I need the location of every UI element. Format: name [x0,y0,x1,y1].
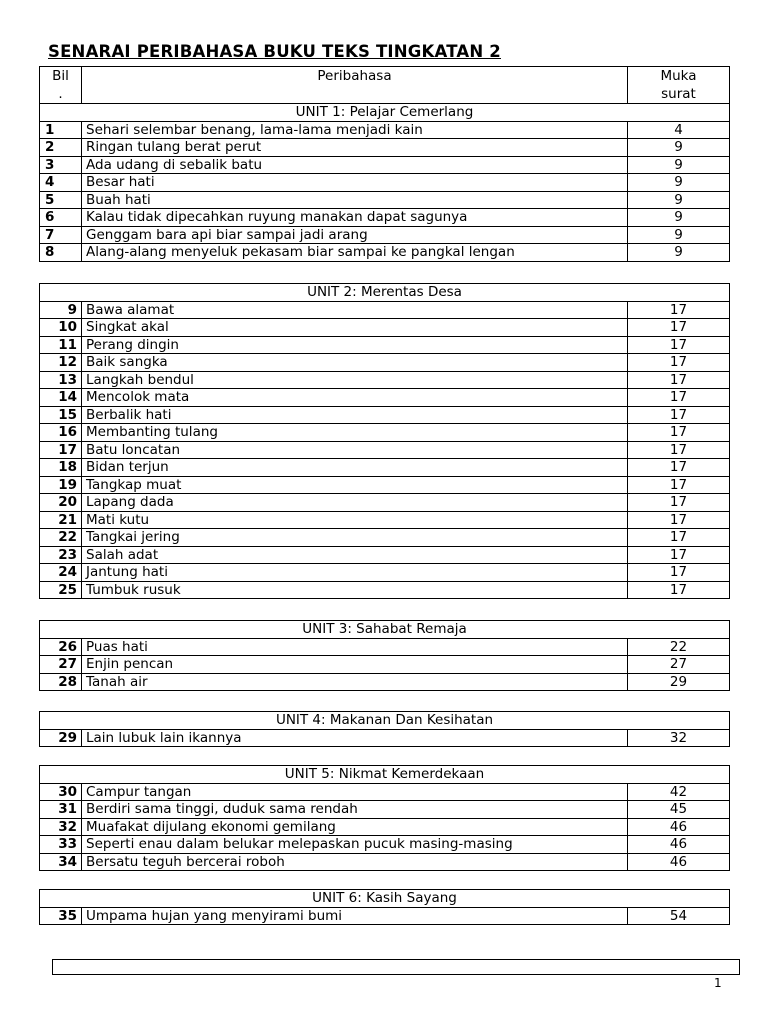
peribahasa-text: Buah hati [82,191,628,209]
peribahasa-text: Puas hati [82,638,628,656]
peribahasa-text: Enjin pencan [82,656,628,674]
unit-heading: UNIT 1: Pelajar Cemerlang [40,104,730,122]
page-ref: 17 [628,319,730,337]
page-ref: 32 [628,729,730,747]
page-ref: 22 [628,638,730,656]
unit-table [39,889,730,925]
peribahasa-text: Tangkap muat [82,476,628,494]
table-row [40,191,730,209]
peribahasa-text: Lapang dada [82,494,628,512]
table-row [40,581,730,599]
page-ref: 46 [628,853,730,871]
row-number: 19 [40,476,82,494]
peribahasa-text: Muafakat dijulang ekonomi gemilang [82,818,628,836]
page-ref: 17 [628,336,730,354]
table-row [40,336,730,354]
row-number: 27 [40,656,82,674]
row-number: 15 [40,406,82,424]
page-ref: 17 [628,389,730,407]
row-number: 20 [40,494,82,512]
unit-table [39,66,730,262]
peribahasa-text: Sehari selembar benang, lama-lama menjadi kain [82,121,628,139]
peribahasa-text: Singkat akal [82,319,628,337]
peribahasa-text: Membanting tulang [82,424,628,442]
unit-heading: UNIT 5: Nikmat Kemerdekaan [40,766,730,784]
peribahasa-column-header: Peribahasa [82,67,628,104]
unit-heading-row [40,766,730,784]
table-row [40,546,730,564]
peribahasa-text: Seperti enau dalam belukar melepaskan pucuk masing-masing [82,836,628,854]
unit-table [39,620,730,691]
unit-heading: UNIT 6: Kasih Sayang [40,890,730,908]
peribahasa-text: Ada udang di sebalik batu [82,156,628,174]
table-row [40,319,730,337]
page-ref: 17 [628,546,730,564]
page-ref: 17 [628,406,730,424]
row-number: 1 [40,121,82,139]
page-ref: 17 [628,424,730,442]
page-ref: 27 [628,656,730,674]
page-ref: 9 [628,156,730,174]
table-row [40,494,730,512]
table-row [40,529,730,547]
row-number: 9 [40,301,82,319]
table-row [40,656,730,674]
peribahasa-text: Tumbuk rusuk [82,581,628,599]
row-number: 26 [40,638,82,656]
peribahasa-text: Campur tangan [82,783,628,801]
page-ref: 17 [628,459,730,477]
row-number: 35 [40,907,82,925]
page-ref: 9 [628,226,730,244]
table-row [40,801,730,819]
row-number: 14 [40,389,82,407]
table-row [40,354,730,372]
row-number: 4 [40,174,82,192]
page-ref: 42 [628,783,730,801]
row-number: 5 [40,191,82,209]
unit-heading: UNIT 4: Makanan Dan Kesihatan [40,712,730,730]
unit-heading-row [40,712,730,730]
table-row [40,638,730,656]
table-row [40,371,730,389]
peribahasa-text: Besar hati [82,174,628,192]
peribahasa-text: Genggam bara api biar sampai jadi arang [82,226,628,244]
table-row [40,441,730,459]
page-ref: 17 [628,476,730,494]
row-number: 17 [40,441,82,459]
row-number: 23 [40,546,82,564]
page-number: 1 [714,976,722,990]
unit-heading-row [40,284,730,302]
page-ref: 17 [628,371,730,389]
page-ref: 17 [628,494,730,512]
row-number: 12 [40,354,82,372]
row-number: 32 [40,818,82,836]
peribahasa-text: Bidan terjun [82,459,628,477]
document-title: SENARAI PERIBAHASA BUKU TEKS TINGKATAN 2 [48,42,501,61]
table-row [40,174,730,192]
table-row [40,673,730,691]
peribahasa-text: Batu loncatan [82,441,628,459]
page-ref: 9 [628,139,730,157]
page-ref: 9 [628,191,730,209]
unit-table [39,765,730,871]
table-row [40,564,730,582]
table-row [40,226,730,244]
table-row [40,209,730,227]
peribahasa-text: Lain lubuk lain ikannya [82,729,628,747]
table-row [40,301,730,319]
page-ref: 9 [628,174,730,192]
row-number: 28 [40,673,82,691]
unit-heading: UNIT 2: Merentas Desa [40,284,730,302]
table-row [40,139,730,157]
page-ref: 9 [628,209,730,227]
peribahasa-text: Tangkai jering [82,529,628,547]
row-number: 16 [40,424,82,442]
row-number: 31 [40,801,82,819]
page-ref: 17 [628,441,730,459]
table-row [40,729,730,747]
row-number: 18 [40,459,82,477]
table-row [40,459,730,477]
page-ref: 29 [628,673,730,691]
peribahasa-text: Berdiri sama tinggi, duduk sama rendah [82,801,628,819]
peribahasa-text: Langkah bendul [82,371,628,389]
row-number: 34 [40,853,82,871]
row-number: 2 [40,139,82,157]
unit-heading: UNIT 3: Sahabat Remaja [40,621,730,639]
row-number: 7 [40,226,82,244]
peribahasa-text: Tanah air [82,673,628,691]
page-ref: 17 [628,564,730,582]
row-number: 11 [40,336,82,354]
peribahasa-text: Kalau tidak dipecahkan ruyung manakan dapat sagunya [82,209,628,227]
table-row [40,424,730,442]
row-number: 13 [40,371,82,389]
page-ref: 4 [628,121,730,139]
table-row [40,818,730,836]
page-ref: 17 [628,529,730,547]
unit-table [39,711,730,747]
table-row [40,156,730,174]
unit-heading-row [40,621,730,639]
table-row [40,783,730,801]
table-row [40,511,730,529]
unit-heading-row [40,890,730,908]
page-ref: 17 [628,581,730,599]
page-ref: 17 [628,511,730,529]
peribahasa-text: Alang-alang menyeluk pekasam biar sampai ke pangkal lengan [82,244,628,262]
page-ref: 9 [628,244,730,262]
table-row [40,907,730,925]
peribahasa-text: Mencolok mata [82,389,628,407]
table-row [40,406,730,424]
row-number: 8 [40,244,82,262]
peribahasa-text: Bersatu teguh bercerai roboh [82,853,628,871]
row-number: 25 [40,581,82,599]
peribahasa-text: Jantung hati [82,564,628,582]
row-number: 10 [40,319,82,337]
column-header-row [40,67,730,104]
unit-heading-row [40,104,730,122]
peribahasa-text: Baik sangka [82,354,628,372]
muka-surat-column-header: Muka surat [628,67,730,104]
peribahasa-text: Perang dingin [82,336,628,354]
row-number: 21 [40,511,82,529]
row-number: 30 [40,783,82,801]
peribahasa-text: Ringan tulang berat perut [82,139,628,157]
table-row [40,853,730,871]
page-ref: 54 [628,907,730,925]
peribahasa-text: Berbalik hati [82,406,628,424]
row-number: 29 [40,729,82,747]
row-number: 3 [40,156,82,174]
table-row [40,476,730,494]
bil-column-header: Bil . [40,67,82,104]
page-ref: 46 [628,836,730,854]
peribahasa-text: Mati kutu [82,511,628,529]
row-number: 24 [40,564,82,582]
page-ref: 17 [628,301,730,319]
table-row [40,244,730,262]
row-number: 22 [40,529,82,547]
table-row [40,121,730,139]
peribahasa-text: Salah adat [82,546,628,564]
peribahasa-text: Bawa alamat [82,301,628,319]
row-number: 6 [40,209,82,227]
page-ref: 46 [628,818,730,836]
page-ref: 17 [628,354,730,372]
table-row [40,836,730,854]
page-ref: 45 [628,801,730,819]
unit-table [39,283,730,599]
row-number: 33 [40,836,82,854]
table-row [40,389,730,407]
peribahasa-text: Umpama hujan yang menyirami bumi [82,907,628,925]
footer-box [52,959,740,975]
